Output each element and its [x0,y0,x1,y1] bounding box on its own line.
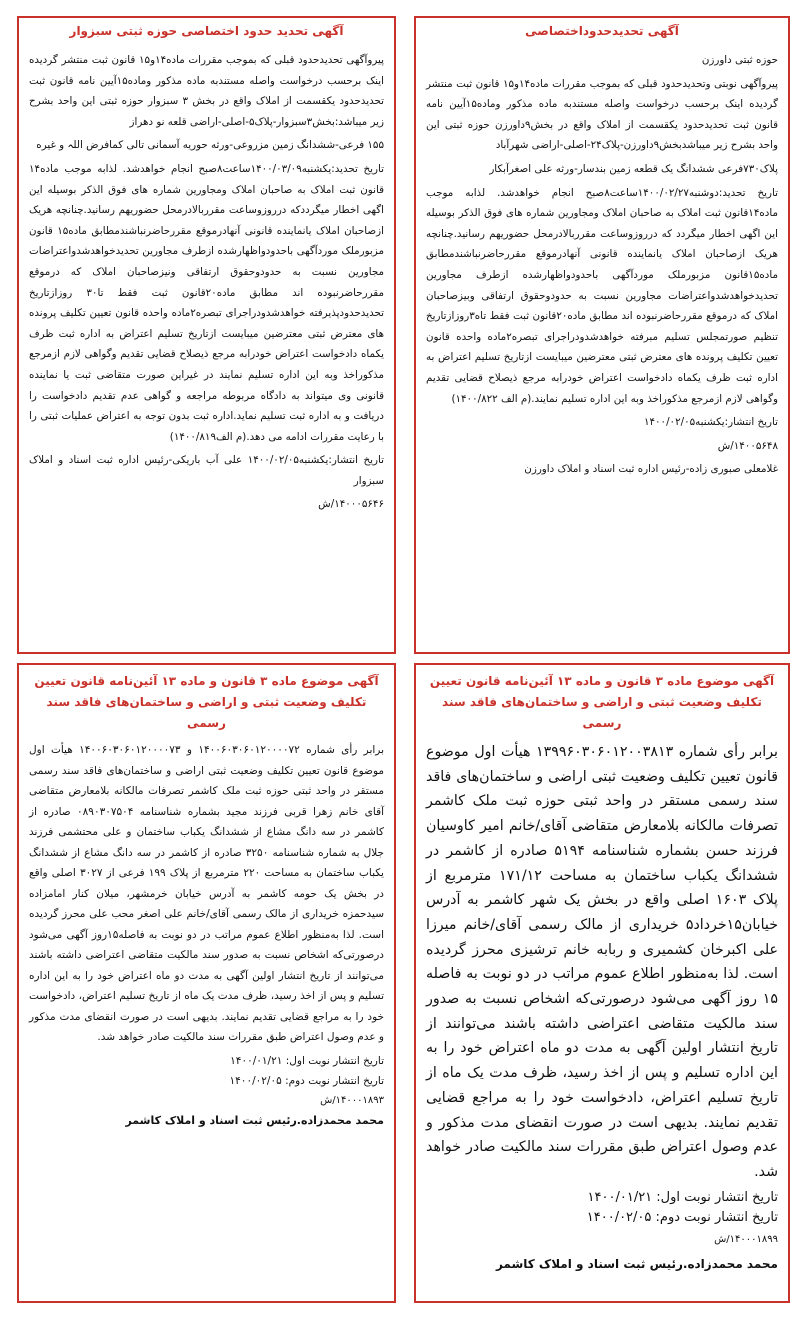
ad-code: ۱۴۰۰۰۱۸۹۳/ش [320,1094,384,1106]
publish-date-first: تاریخ انتشار نوبت اول: ۱۴۰۰/۰۱/۲۱ [230,1054,384,1067]
ad-body [426,740,778,1277]
ad-body [29,740,384,1132]
ad-paragraph: پلاک۷۳۰فرعی ششدانگ یک قطعه زمین بندسار-ورثه علی اصغرآبکار [489,162,778,175]
publish-date-second: تاریخ انتشار نوبت دوم: ۱۴۰۰/۰۲/۰۵ [586,1209,778,1225]
ad-paragraph: پیروآگهی تحدیدحدود قبلی که بموجب مقررات ماده۱۴و۱۵ قانون ثبت منتشر گردیده اینک برحسب درخواست واصله مستندبه ماده مذکور وماده۱۵آیین نامه قانون ثبت تحدیدحدود یکقسمت از املاک واقع در بخش ۳ سبزوار حوزه ثبتی این واحد بشرح زیر میباشد:بخش۳سبزوار-پلاک۵-اصلی-اراضی قلعه نو دهراز [29,54,385,128]
ad-title: آگهی موضوع ماده ۳ قانون و ماده ۱۳ آئین‌نامه قانون تعیین تکلیف وضعیت ثبتی و اراضی و ساختمان‌های فاقد سند رسمی [34,674,379,730]
ad-paragraph: پیروآگهی نوبتی وتحدیدحدود قبلی که بموجب مقررات ماده۱۴و۱۵ قانون ثبت منتشر گردیده اینک برحسب درخواست واصله مستندبه ماده مذکور وماده۱۵آیین نامه قانون ثبت تحدیدحدود یکقسمت از املاک واقع در بخش۹داورزن حوزه ثبتی این واحد بشرح زیر میباشدبخش۹داورزن-پلاک۲۴-اصلی-اراضی شهرآباد [426,77,779,152]
ad-paragraph: حوزه ثبتی داورزن [701,54,778,66]
ad-title: آگهی موضوع ماده ۳ قانون و ماده ۱۳ آئین‌نامه قانون تعیین تکلیف وضعیت ثبتی و اراضی و ساختمان‌های فاقد سند رسمی [429,674,775,730]
ad-paragraph: تاریخ تحدید:دوشنبه۱۴۰۰/۰۲/۲۷ساعت۸صبح انجام خواهدشد. لذابه موجب ماده۱۴قانون ثبت املاک به صاحبان املاک ومجاورین شماره های فوق الذکر بوسیله این اگهی اخطار میگردد که درروزوساعت مقرربالادرمحل حضوریهم رسانید.چنانچه هریک ازصاحبان املاک یانماینده قانونی آنهادرموقع مقررحاضرنباشندمطابق ماده۱۵قانون مزبورملک موردآگهی باحدودواظهارشده ازطرف مجاورین تحدیدخواهدشدواعتراضات مجاورین نسبت به حدودوحقوق ارتفاقی وبیزصاحبان املاک که درموقع مقررحاضرنبوده اند مطابق ماده۲۰قانون ثبت فقط تاه۳روزازتاریخ تنظیم صورتمجلس تسلیم مبرفته خواهدشدودراجرای تبصره۲ماده واحده قانون تعیین تکلیف پرونده های معترض ثبتی معترضین میبایست ازتاریخ تسلیم اعتراض به اداره ثبت ظرف یکماه دادخواست اعتراض خودرابه مرجع ذیصلاح قضایی تقدیم وگواهی لازم ازمرجع مذکوراخذ وبه این اداره تسلیم نمایند.(م الف ۱۴۰۰/۸۲۲) [426,186,779,405]
ad-paragraph: تاریخ انتشار:یکشنبه۱۴۰۰/۰۲/۰۵ علی آب باریکی-رئیس اداره ثبت اسناد و املاک سبزوار [29,454,384,487]
ad-paragraph: برابر رأی شماره ۱۴۰۰۶۰۳۰۶۰۱۲۰۰۰۰۷۲ و ۱۴۰۰۶۰۳۰۶۰۱۲۰۰۰۰۷۳ هیأت اول موضوع قانون تعیین تکلیف وضعیت ثبتی اراضی و ساختمان‌های فاقد سند رسمی مستقر در واحد ثبتی حوزه ثبت ملک کاشمر تصرفات مالکانه بلامعارض متقاضی آقای خانم زهرا قربی فرزند مجید بشماره شناسنامه ۰۸۹۰۳۰۷۵۰۴ صادره از کاشمر در سه دانگ مشاع از ششدانگ یکباب ساختمان و علی محتشمی فرزند جلال به شماره شناسنامه ۳۲۵۰ صادره از کاشمر در سه دانگ مشاع از ششدانگ یکباب ساختمان به مساحت ۲۲۰ مترمربع از پلاک ۱۹۹ فرعی از ۳۰۲۷ اصلی واقع در بخش یک حومه کاشمر به آدرس خیابان خرمشهر، میلان کنار امامزاده سیدحمزه خریداری از مالک رسمی آقای/خانم علی اصغر محب علی محرز گردیده است. لذا به‌منظور اطلاع عموم مراتب در دو نوبت به فاصله۱۵روز آگهی می‌شود درصورتی‌که اشخاص نسبت به صدور سند مالکیت متقاضی اعتراضی داشته باشند می‌توانند از تاریخ انتشار اولین آگهی به مدت دو ماه اعتراض خود را به این اداره تسلیم و پس از اخذ رسید، ظرف مدت یک ماه از تاریخ تسلیم اعتراض، دادخواست خود را به مراجع قضایی تقدیم نمایند. بدیهی است در صورت انقضای مدت مذکور و عدم وصول اعتراض طبق مقررات سند مالکیت صادر خواهد شد. [29,744,385,1043]
ad-border-box [414,16,790,654]
ad-code: ۱۴۰۰۰۵۶۴۶/ش [318,498,384,511]
ad-title: آگهی تحدیدحدوداختصاصی [525,24,679,38]
ad-paragraph: برابر رأی شماره ۱۳۹۹۶۰۳۰۶۰۱۲۰۰۳۸۱۳ هیأت اول موضوع قانون تعیین تکلیف وضعیت ثبتی اراضی و ساختمان‌های فاقد سند رسمی مستقر در واحد ثبتی حوزه ثبت ملک کاشمر تصرفات مالکانه بلامعارض متقاضی آقای/خانم امیر کاوسیان فرزند حسن بشماره شناسنامه ۵۱۹۴ صادره از کاشمر در ششدانگ یکباب ساختمان به مساحت ۱۷۱/۱۲ مترمربع از پلاک ۱۶۰۳ اصلی واقع در بخش یک شهر کاشمر به آدرس خیابان۱۵خرداد۵ خریداری از مالک رسمی آقای/خانم میرزا علی اکبرخان کشمیری و ربابه خانم ترشیزی محرز گردیده است. لذا به‌منظور اطلاع عموم مراتب در دو نوبت به فاصله ۱۵ روز آگهی می‌شود درصورتی‌که اشخاص نسبت به صدور سند مالکیت متقاضی اعتراضی داشته باشند می‌توانند از تاریخ انتشار اولین آگهی به مدت دو ماه اعتراض خود را به این اداره تسلیم و پس از اخذ رسید، ظرف مدت یک ماه از تاریخ تسلیم اعتراض، دادخواست خود را به مراجع قضایی تقدیم نمایند. بدیهی است در صورت انقضای مدت مذکور و عدم وصول اعتراض طبق مقررات سند مالکیت صادر خواهد شد. [426,744,779,1180]
ad-code: ۱۴۰۰۰۱۸۹۹/ش [714,1233,778,1245]
ad-border-box [17,16,396,654]
ad-border-box [17,663,396,1303]
publish-date-first: تاریخ انتشار نوبت اول: ۱۴۰۰/۰۱/۲۱ [587,1189,778,1205]
ad-signature: محمد محمدزاده.رئیس ثبت اسناد و املاک کاشمر [125,1114,384,1127]
ad-paragraph: ۱۵۵ فرعی-ششدانگ زمین مزروعی-ورثه حوریه آسمانی تالی کمافرض اللہ و غیره [36,139,384,152]
ad-paragraph: تاریخ تحدید:یکشنبه۱۴۰۰/۰۳/۰۹ساعت۸صبح انجام خواهدشد. لذابه موجب ماده۱۴ قانون ثبت املاک به صاحبان املاک ومجاورین شماره های فوق الذکر بوسیله این اگهی اخطار میگرددکه درروزوساعت مقرربالادرمحل حضوریهم رسانید.چنانچه هریک ازصاحبان املاک یانماینده قانونی آنهادرموقع مقررحاضرنباشندمطابق ماده۱۵ قانون مزبورملک موردآگهی باحدودواظهارشده ازطرف مجاورین تحدیدخواهدشدواعتراضات مجاورین نسبت به حدودوحقوق ارتفاقی ونیزصاحبان املاک که درموقع مقررحاضرنبوده اند مطابق ماده۲۰قانون ثبت فقط تا۳۰ روزازتاریخ تحدیدحدودپذیرفته خواهدشدودراجرای تبصره۲ماده واحده قانون تعیین تکلیف پرونده های معترض ثبتی معترضین میبایست ازتاریخ تسلیم اعتراض به اداره ثبت ظرف یکماه دادخواست اعتراض خودرابه مرجع ذیصلاح قضایی تقدیم وگواهی لازم ازمرجع مذکوراخذ وبه این اداره تسلیم نمایند در غیراین صورت متقاضی ثبت یا نماینده قانونی وی میتواند به دادگاه مربوطه مراجعه و گواهی عدم تقدیم دادخواست را دریافت و به اداره ثبت تسلیم نماید.اداره ثبت بدون توجه به اعتراض عملیات ثبتی را با رعایت مقررات ادامه می دهد.(م الف۱۴۰۰/۸۱۹) [29,162,384,443]
publish-dates [29,1051,384,1091]
ad-signature: غلامعلی صبوری زاده-رئیس اداره ثبت اسناد و املاک داورزن [524,463,778,476]
ad-paragraph: تاریخ انتشار:یکشنبه۱۴۰۰/۰۲/۰۵ [643,416,778,429]
ad-body [29,50,384,515]
publish-dates [426,1188,778,1228]
ad-title: آگهی تحدید حدود اختصاصی حوزه ثبتی سبزوار [69,24,344,38]
ad-signature: محمد محمدزاده.رئیس ثبت اسناد و املاک کاشمر [495,1257,778,1272]
publish-date-second: تاریخ انتشار نوبت دوم: ۱۴۰۰/۰۲/۰۵ [229,1074,384,1087]
ad-body [426,50,778,480]
ad-code: ۱۴۰۰۵۶۴۸/ش [717,439,778,452]
ad-border-box [414,663,790,1303]
